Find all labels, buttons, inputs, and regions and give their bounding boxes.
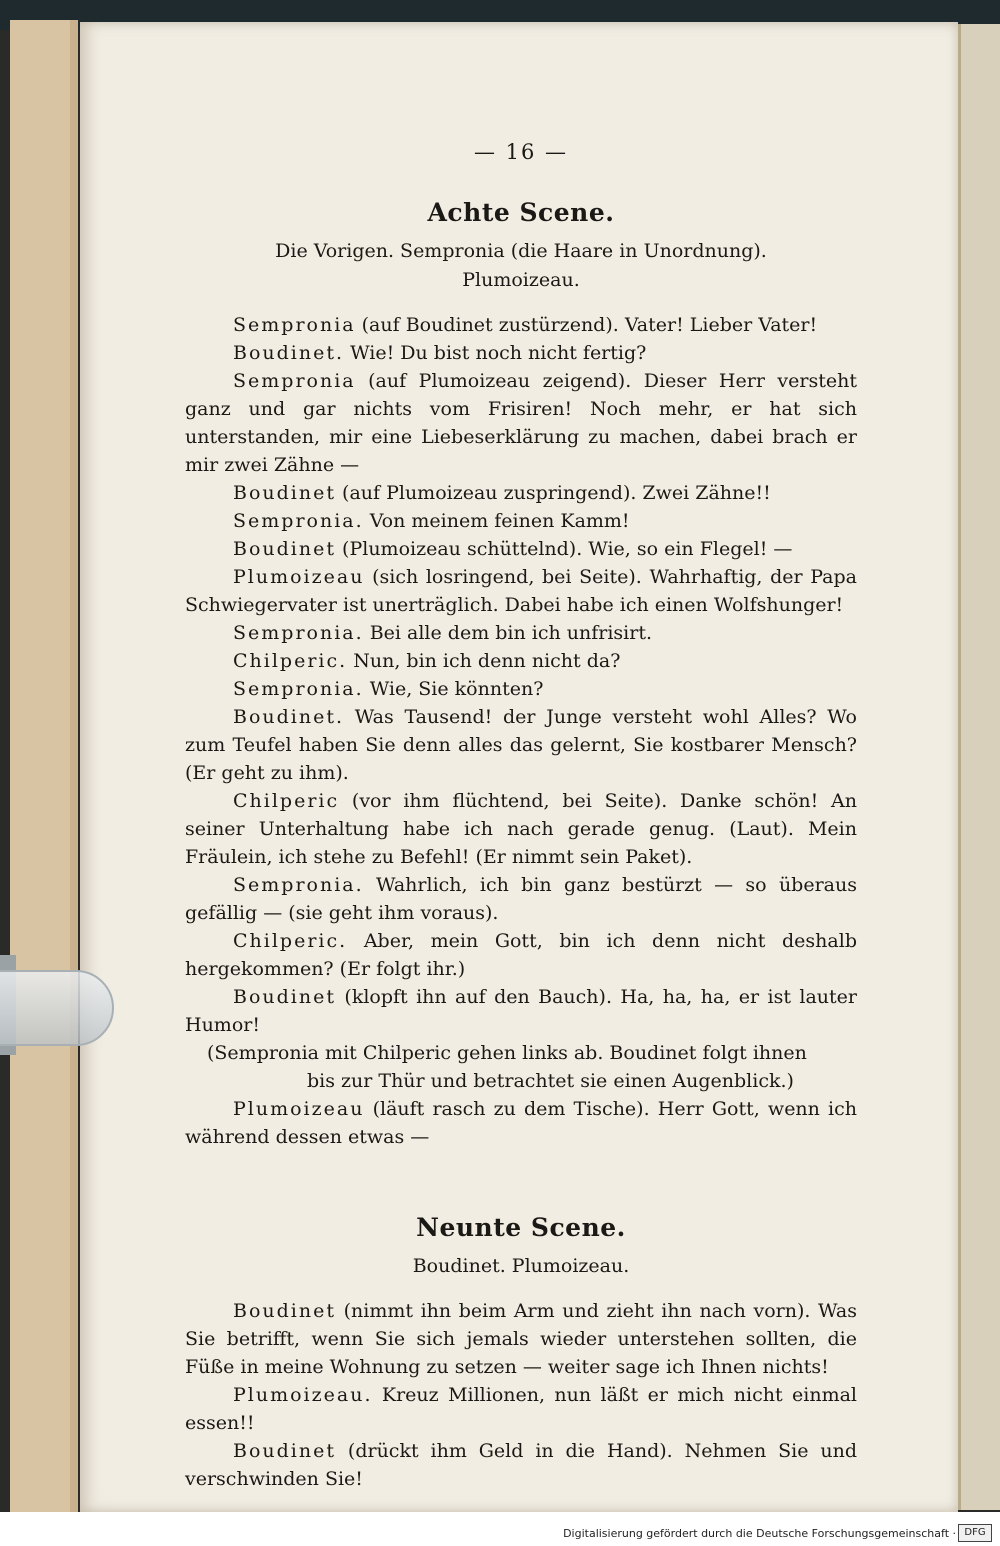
speech-text: (läuft rasch zu dem Tische). Herr Gott, wenn ich während dessen etwas —	[185, 1098, 857, 1148]
speech	[185, 1437, 857, 1493]
speech	[185, 535, 857, 563]
speech-text: (auf Plumoizeau zeigend). Dieser Herr versteht ganz und gar nichts vom Frisiren! Noch mehr, er hat sich unterstanden, mir eine Liebeserklärung zu machen, dabei brach er mir zwei Zähne —	[185, 370, 857, 476]
speech	[185, 563, 857, 619]
speaker-name: Sempronia.	[233, 510, 364, 532]
scene-9-cast: Boudinet. Plumoizeau.	[412, 1255, 630, 1277]
speaker-name: Plumoizeau.	[233, 1384, 373, 1406]
speaker-name: Boudinet	[233, 1300, 336, 1322]
scene-9-dialogue	[185, 1297, 857, 1493]
speech-text: (auf Boudinet zustürzend). Vater! Lieber Vater!	[355, 314, 818, 336]
speech-text: (vor ihm flüchtend, bei Seite). Danke schön! An seiner Unterhaltung habe ich nach gerade genug. (Laut). Mein Fräulein, ich stehe zu Befehl! (Er nimmt sein Paket).	[185, 790, 857, 868]
cast-line: Plumoizeau.	[462, 269, 580, 291]
page-number: — 16 —	[473, 140, 569, 164]
speech-text: (nimmt ihn beim Arm und zieht ihn nach vorn). Was Sie betrifft, wenn Sie sich jemals wieder unterstehen sollten, die Füße in meine Wohnung zu setzen — weiter sage ich Ihnen nichts!	[185, 1300, 857, 1378]
page-clip-icon	[0, 955, 112, 1055]
speech	[185, 1381, 857, 1437]
speaker-name: Sempronia.	[233, 622, 364, 644]
speech	[185, 479, 857, 507]
speech-text: Wahrlich, ich bin ganz bestürzt — so überaus gefällig — (sie geht ihm voraus).	[185, 874, 857, 924]
speaker-name: Chilperic	[233, 790, 340, 812]
speech	[185, 311, 857, 339]
speaker-name: Sempronia.	[233, 874, 364, 896]
speech-text: Was Tausend! der Junge versteht wohl Alles? Wo zum Teufel haben Sie denn alles das gelernt, Sie kostbarer Mensch? (Er geht zu ihm).	[185, 706, 857, 784]
speech	[185, 367, 857, 479]
speaker-name: Chilperic.	[233, 930, 348, 952]
speech-text: (auf Plumoizeau zuspringend). Zwei Zähne!!	[336, 482, 771, 504]
scene-8-cast	[185, 237, 857, 295]
speech-text: (drückt ihm Geld in die Hand). Nehmen Sie und verschwinden Sie!	[185, 1440, 857, 1490]
stage-direction-line: (Sempronia mit Chilperic gehen links ab. Boudinet folgt ihnen	[207, 1042, 807, 1064]
speaker-name: Chilperic.	[233, 650, 348, 672]
speech	[185, 1297, 857, 1381]
speech	[185, 927, 857, 983]
speaker-name: Sempronia	[233, 370, 356, 392]
cast-line: Die Vorigen. Sempronia (die Haare in Unordnung).	[275, 240, 767, 262]
speech-text: Nun, bin ich denn nicht da?	[347, 650, 621, 672]
speech	[185, 675, 857, 703]
speech	[185, 339, 857, 367]
speaker-name: Boudinet.	[233, 706, 345, 728]
speech-text: Bei alle dem bin ich unfrisirt.	[363, 622, 653, 644]
speech	[185, 787, 857, 871]
speech-text: (sich losringend, bei Seite). Wahrhaftig, der Papa Schwiegervater ist unerträglich. Dabei habe ich einen Wolfshunger!	[185, 566, 857, 616]
speech	[185, 1095, 857, 1151]
speaker-name: Boudinet.	[233, 342, 345, 364]
speech	[185, 871, 857, 927]
speech-text: Wie! Du bist noch nicht fertig?	[344, 342, 647, 364]
stage-direction	[185, 1039, 857, 1095]
speech-text: Aber, mein Gott, bin ich denn nicht deshalb hergekommen? (Er folgt ihr.)	[185, 930, 857, 980]
stage-direction-line: bis zur Thür und betrachtet sie einen Augenblick.)	[307, 1070, 794, 1092]
dfg-logo: DFG	[958, 1524, 992, 1542]
scene-8-dialogue	[185, 311, 857, 1039]
speech	[185, 619, 857, 647]
speech-text: (klopft ihn auf den Bauch). Ha, ha, ha, er ist lauter Humor!	[185, 986, 857, 1036]
speech	[185, 647, 857, 675]
speech	[185, 983, 857, 1039]
speaker-name: Boudinet	[233, 538, 336, 560]
speaker-name: Sempronia.	[233, 678, 364, 700]
scene-8-title: Achte Scene.	[427, 198, 615, 227]
digitization-credit: Digitalisierung gefördert durch die Deutsche Forschungsgemeinschaft ·	[563, 1527, 956, 1540]
speaker-name: Boudinet	[233, 1440, 336, 1462]
speech-text: Wie, Sie könnten?	[363, 678, 544, 700]
speech-text: Von meinem feinen Kamm!	[363, 510, 630, 532]
speech	[185, 703, 857, 787]
speaker-name: Boudinet	[233, 986, 336, 1008]
speaker-name: Plumoizeau	[233, 1098, 365, 1120]
scene-9-title: Neunte Scene.	[416, 1213, 626, 1242]
speaker-name: Plumoizeau	[233, 566, 365, 588]
speech	[185, 507, 857, 535]
speaker-name: Sempronia	[233, 314, 356, 336]
following-pages-edge	[958, 24, 1000, 1510]
book-cover-edge	[10, 20, 72, 1515]
speech-text: (Plumoizeau schüttelnd). Wie, so ein Flegel! —	[336, 538, 793, 560]
speaker-name: Boudinet	[233, 482, 336, 504]
speech-text: Kreuz Millionen, nun läßt er mich nicht einmal essen!!	[185, 1384, 857, 1434]
page-text	[185, 140, 857, 1493]
